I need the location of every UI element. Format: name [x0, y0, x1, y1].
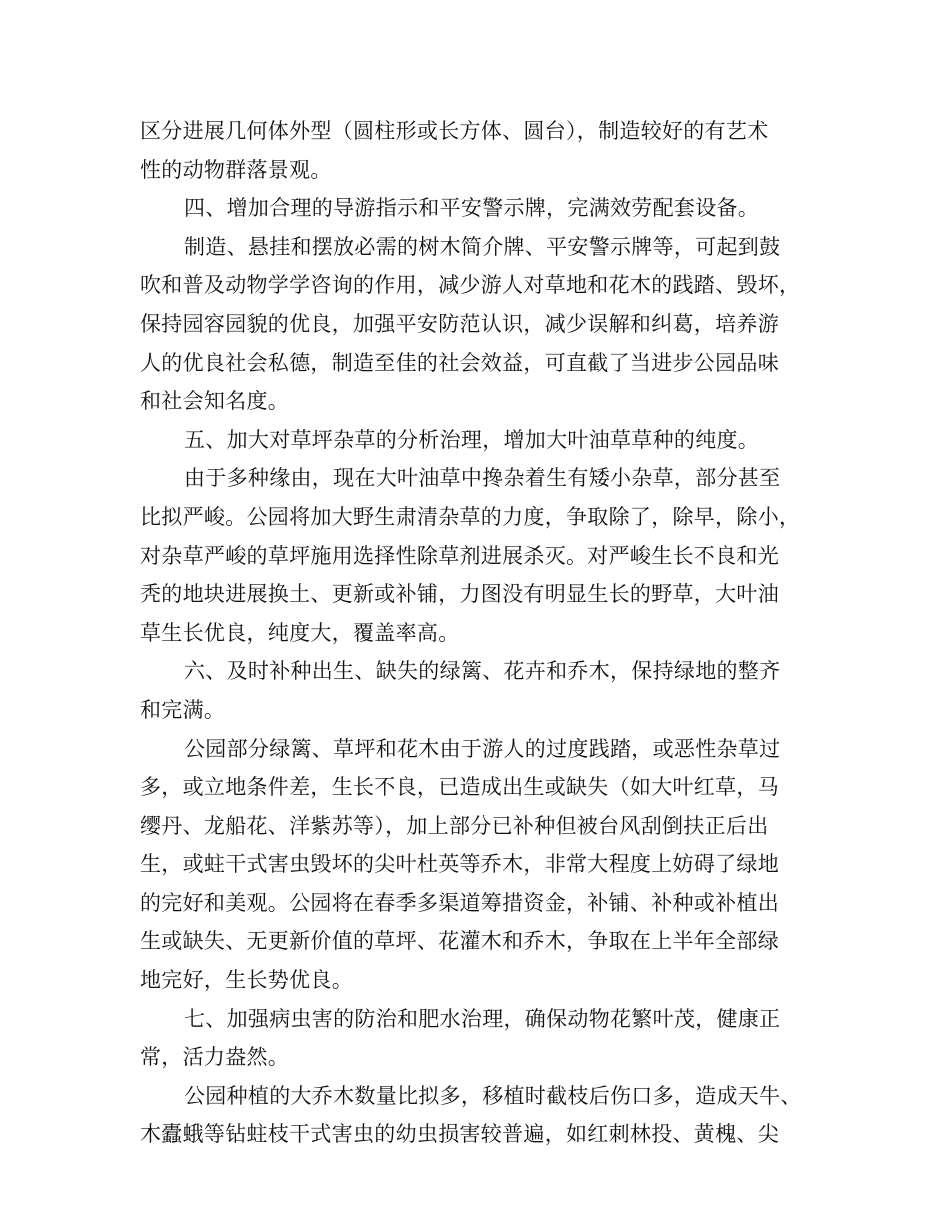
text-line: 的完好和美观。公园将在春季多渠道筹措资金，补铺、补种或补植出	[140, 890, 779, 915]
text-line: 常，活力盎然。	[140, 1045, 290, 1070]
text-line: 由于多种缘由，现在大叶油草中搀杂着生有矮小杂草，部分甚至	[184, 466, 781, 491]
text-line: 公园部分绿篱、草坪和花木由于游人的过度践踏，或恶性杂草过	[184, 736, 781, 761]
text-line: 秃的地块进展换土、更新或补铺，力图没有明显生长的野草，大叶油	[140, 582, 779, 607]
text-line: 比拟严峻。公园将加大野生肃清杂草的力度，争取除了，除早，除小，	[140, 504, 801, 529]
document-body	[140, 112, 820, 1154]
text-line: 人的优良社会私德，制造至佳的社会效益，可直截了当进步公园品味	[140, 350, 779, 375]
section-heading-4: 四、增加合理的导游指示和平安警示牌，完满效劳配套设备。	[184, 196, 760, 221]
text-line: 和完满。	[140, 697, 226, 722]
text-line: 生，或蛀干式害虫毁坏的尖叶杜英等乔木，非常大程度上妨碍了绿地	[140, 852, 779, 877]
text-line: 缨丹、龙船花、洋紫苏等），加上部分已补种但被台风刮倒扶正后出	[140, 813, 769, 838]
text-line: 多，或立地条件差，生长不良，已造成出生或缺失（如大叶红草，马	[140, 775, 779, 800]
text-line: 和社会知名度。	[140, 389, 290, 414]
text-line: 草生长优良，纯度大，覆盖率高。	[140, 620, 460, 645]
text-line: 生或缺失、无更新价值的草坪、花灌木和乔木，争取在上半年全部绿	[140, 929, 779, 954]
text-line: 区分进展几何体外型（圆柱形或长方体、圆台），制造较好的有艺术	[140, 119, 769, 143]
section-heading-7: 七、加强病虫害的防治和肥水治理，确保动物花繁叶茂，健康正	[184, 1006, 781, 1031]
text-line: 地完好，生长势优良。	[140, 968, 353, 993]
section-heading-5: 五、加大对草坪杂草的分析治理，增加大叶油草草种的纯度。	[184, 427, 760, 452]
text-line: 制造、悬挂和摆放必需的树木简介牌、平安警示牌等，可起到鼓	[184, 234, 781, 259]
text-line: 对杂草严峻的草坪施用选择性除草剂进展杀灭。对严峻生长不良和光	[140, 543, 779, 568]
text-line: 性的动物群落景观。	[140, 157, 332, 182]
text-line: 木蠹蛾等钻蛀枝干式害虫的幼虫损害较普遍，如红刺林投、黄槐、尖	[140, 1122, 779, 1147]
text-line: 公园种植的大乔木数量比拟多，移植时截枝后伤口多，造成天牛、	[184, 1083, 802, 1108]
text-line: 保持园容园貌的优良，加强平安防范认识，减少误解和纠葛，培养游	[140, 311, 779, 336]
text-line: 吹和普及动物学学咨询的作用，减少游人对草地和花木的践踏、毁坏，	[140, 273, 801, 298]
section-heading-6: 六、及时补种出生、缺失的绿篱、花卉和乔木，保持绿地的整齐	[184, 659, 781, 684]
